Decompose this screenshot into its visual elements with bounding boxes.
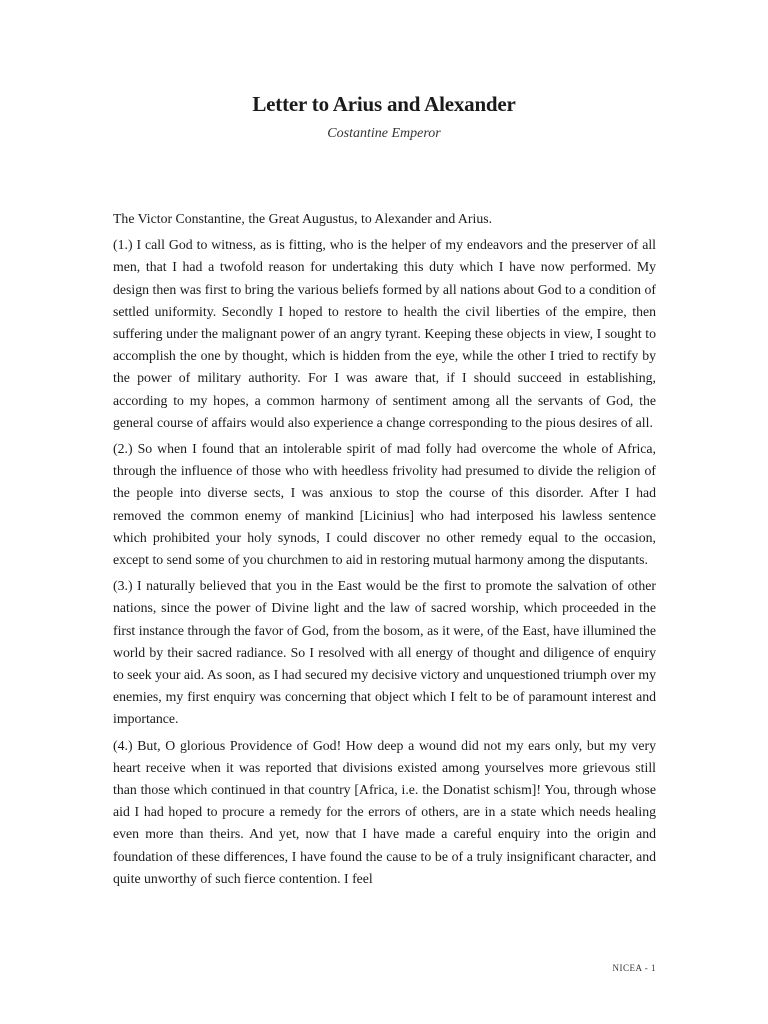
salutation-paragraph: The Victor Constantine, the Great Augustus, to Alexander and Arius. xyxy=(113,211,493,226)
document-author: Costantine Emperor xyxy=(327,126,441,141)
document-title: Letter to Arius and Alexander xyxy=(252,92,516,116)
paragraph-1: (1.) I call God to witness, as is fitting, who is the helper of my endeavors and the preserver of all men, that I had a twofold reason for undertaking this duty which I have now performed. My design then was first to bring the various beliefs formed by all nations about God to a condition of settled uniformity. Secondly I hoped to restore to health the civil liberties of the empire, then suffering under the malignant power of an angry tyrant. Keeping these objects in view, I sought to accomplish the one by thought, which is hidden from the eye, while the other I tried to rectify by the power of military authority. For I was aware that, if I should succeed in establishing, according to my hopes, a common harmony of sentiment among all the servants of God, the general course of affairs would also experience a change corresponding to the pious desires of all. xyxy=(113,237,656,430)
paragraph-2: (2.) So when I found that an intolerable spirit of mad folly had overcome the whole of Africa, through the influence of those who with heedless frivolity had presumed to divide the religion of the people into diverse sects, I was anxious to stop the course of this disorder. After I had removed the common enemy of mankind [Licinius] who had interposed his lawless sentence which prohibited your holy synods, I could discover no other remedy equal to the occasion, except to send some of you churchmen to aid in restoring mutual harmony among the disputants. xyxy=(113,441,656,568)
page-number: NICEA - 1 xyxy=(612,963,656,973)
paragraph-4: (4.) But, O glorious Providence of God! How deep a wound did not my ears only, but my very heart receive when it was reported that divisions existed among yourselves more grievous still than those which continued in that country [Africa, i.e. the Donatist schism]! You, through whose aid I had hoped to procure a remedy for the errors of others, are in a state which needs healing even more than theirs. And yet, now that I have made a careful enquiry into the origin and foundation of these differences, I have found the cause to be of a truly insignificant character, and quite unworthy of such fierce contention. I feel xyxy=(113,737,656,886)
document-body xyxy=(113,208,656,894)
paragraph-3: (3.) I naturally believed that you in the East would be the first to promote the salvation of other nations, since the power of Divine light and the law of sacred worship, which proceeded in the first instance through the favor of God, from the bosom, as it were, of the East, have illumined the world by their sacred radiance. So I resolved with all energy of thought and diligence of enquiry to seek your aid. As soon, as I had secured my decisive victory and unquestioned triumph over my enemies, my first enquiry was concerning that object which I felt to be of paramount interest and importance. xyxy=(113,578,656,727)
